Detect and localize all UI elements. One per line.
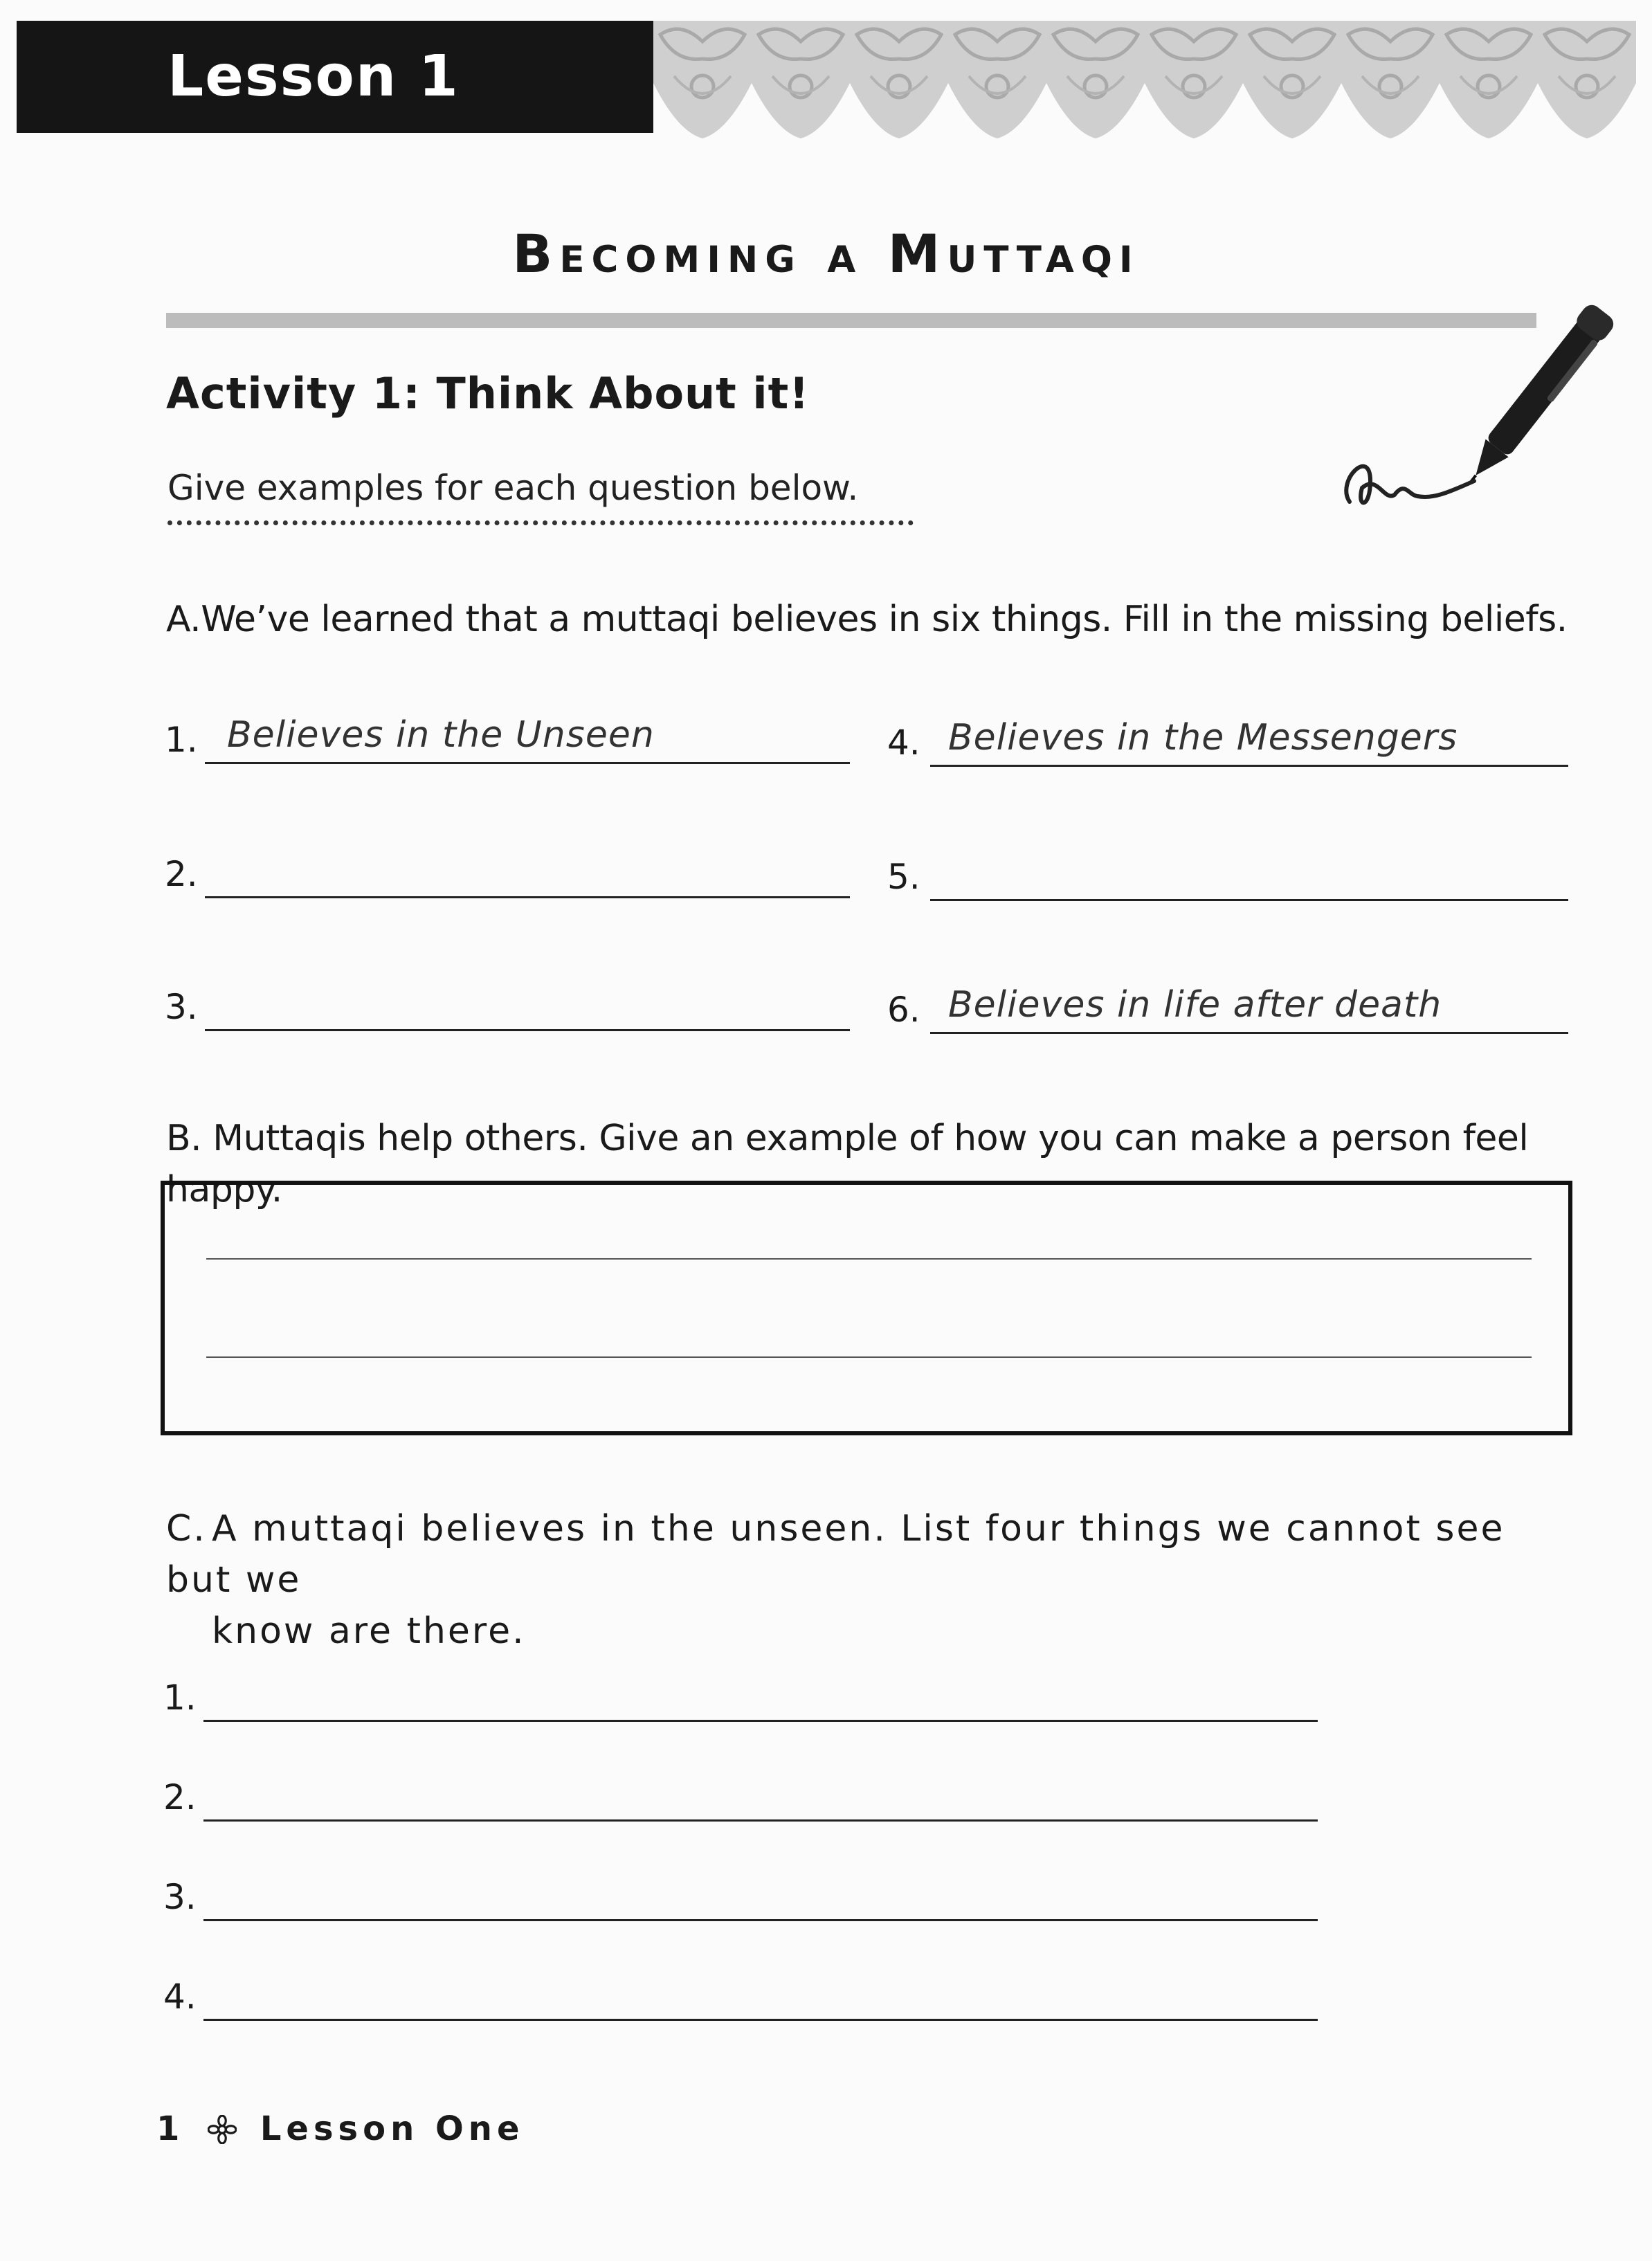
belief-blank-6[interactable]: [887, 972, 1568, 1034]
activity-heading: Activity 1: Think About it!: [166, 368, 810, 419]
answer-line: [206, 1258, 1532, 1260]
answer-line: [203, 1819, 1318, 1822]
question-c-prefix: C.: [166, 1508, 207, 1550]
unseen-blank-4[interactable]: [163, 1959, 1318, 2021]
answer-line: [205, 896, 850, 898]
answer-line: [930, 1032, 1568, 1034]
unseen-blank-2[interactable]: [163, 1759, 1318, 1822]
handwritten-answer: Believes in the Unseen: [227, 714, 655, 756]
blank-number: 1.: [163, 1678, 197, 1718]
blank-number: 4.: [163, 1977, 197, 2017]
pen-icon: [1329, 273, 1619, 536]
blank-number: 6.: [887, 990, 920, 1030]
answer-box[interactable]: [161, 1181, 1572, 1435]
unseen-blank-1[interactable]: [163, 1660, 1318, 1722]
blank-number: 4.: [887, 723, 920, 763]
arabesque-pattern: [653, 21, 1636, 138]
answer-line: [203, 1720, 1318, 1722]
answer-line: [930, 765, 1568, 767]
answer-line: [203, 1919, 1318, 1921]
belief-blank-1[interactable]: [165, 702, 850, 764]
blank-number: 1.: [165, 720, 198, 760]
blank-number: 3.: [163, 1877, 197, 1917]
page-title: Becoming a Muttaqi: [512, 223, 1140, 284]
answer-line: [205, 1029, 850, 1031]
page-footer: [156, 2109, 525, 2148]
answer-line: [206, 1356, 1532, 1358]
belief-blank-5[interactable]: [887, 839, 1568, 901]
handwritten-answer: Believes in life after death: [948, 984, 1442, 1026]
answer-line: [930, 899, 1568, 901]
lesson-header: [17, 21, 653, 133]
question-c: [166, 1503, 1571, 1657]
flower-icon: [208, 2115, 237, 2144]
belief-blank-3[interactable]: [165, 969, 850, 1031]
activity-instruction: Give examples for each question below.: [167, 468, 859, 508]
blank-number: 2.: [165, 854, 198, 894]
belief-blank-4[interactable]: [887, 705, 1568, 767]
instruction-underline: [167, 520, 914, 525]
blank-number: 2.: [163, 1777, 197, 1817]
question-c-line2: know are there.: [212, 1610, 526, 1652]
blank-number: 5.: [887, 857, 920, 897]
lesson-label: Lesson 1: [167, 44, 460, 109]
answer-line: [203, 2019, 1318, 2021]
question-a: A.We’ve learned that a muttaqi believes in six things. Fill in the missing beliefs.: [166, 599, 1568, 640]
belief-blank-2[interactable]: [165, 836, 850, 898]
unseen-blank-3[interactable]: [163, 1859, 1318, 1921]
page-number: 1: [156, 2109, 185, 2148]
question-b: B. Muttaqis help others. Give an example of how you can make a person feel happy.: [166, 1118, 1529, 1210]
answer-line: [205, 762, 850, 764]
question-c-line1: A muttaqi believes in the unseen. List four things we cannot see but we: [166, 1508, 1505, 1601]
footer-label: Lesson One: [260, 2109, 525, 2148]
blank-number: 3.: [165, 987, 198, 1027]
handwritten-answer: Believes in the Messengers: [948, 717, 1458, 759]
